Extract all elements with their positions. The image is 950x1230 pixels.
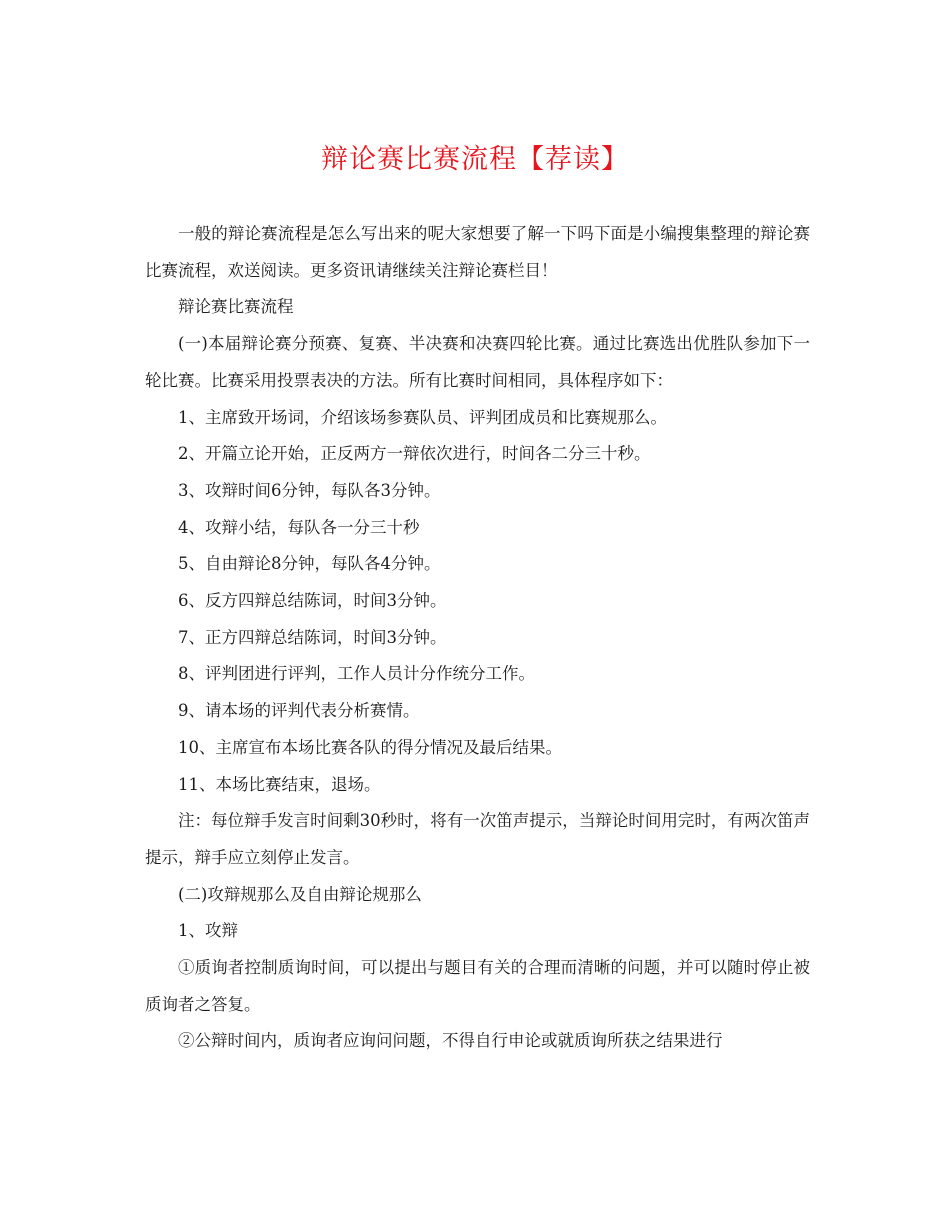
list-item: 10、主席宣布本场比赛各队的得分情况及最后结果。 <box>178 737 562 757</box>
list-item: 4、攻辩小结，每队各一分三十秒 <box>178 517 420 537</box>
paragraph-rounds: (一)本届辩论赛分预赛、复赛、半决赛和决赛四轮比赛。通过比赛选出优胜队参加下一轮比赛。比赛采用投票表决的方法。所有比赛时间相同，具体程序如下： <box>145 334 810 390</box>
paragraph-note: 注：每位辩手发言时间剩30秒时，将有一次笛声提示，当辩论时间用完时，有两次笛声提示，辩手应立刻停止发言。 <box>145 811 810 867</box>
list-item: 11、本场比赛结束，退场。 <box>178 774 381 794</box>
list-item: ②公辩时间内，质询者应询问问题，不得自行申论或就质询所获之结果进行 <box>178 1031 723 1051</box>
list-item: 1、主席致开场词，介绍该场参赛队员、评判团成员和比赛规那么。 <box>178 407 667 427</box>
section-heading: 辩论赛比赛流程 <box>178 297 294 317</box>
list-item: ①质询者控制质询时间，可以提出与题目有关的合理而清晰的问题，并可以随时停止被质询者之答复。 <box>145 958 810 1014</box>
paragraph-intro: 一般的辩论赛流程是怎么写出来的呢大家想要了解一下吗下面是小编搜集整理的辩论赛比赛流程，欢送阅读。更多资讯请继续关注辩论赛栏目！ <box>145 224 810 280</box>
list-item: 5、自由辩论8分钟，每队各4分钟。 <box>178 554 441 574</box>
document-title: 辩论赛比赛流程【荐读】 <box>321 144 629 175</box>
list-item: 8、评判团进行评判，工作人员计分作统分工作。 <box>178 664 535 684</box>
list-item: 3、攻辩时间6分钟，每队各3分钟。 <box>178 480 441 500</box>
list-item: 9、请本场的评判代表分析赛情。 <box>178 701 420 721</box>
list-item: 7、正方四辩总结陈词，时间3分钟。 <box>178 627 447 647</box>
list-item: 2、开篇立论开始，正反两方一辩依次进行，时间各二分三十秒。 <box>178 444 651 464</box>
list-item: 6、反方四辩总结陈词，时间3分钟。 <box>178 591 447 611</box>
subsection-heading: 1、攻辩 <box>178 921 238 941</box>
section-heading: (二)攻辩规那么及自由辩论规那么 <box>178 884 422 904</box>
document-body <box>145 216 810 1060</box>
